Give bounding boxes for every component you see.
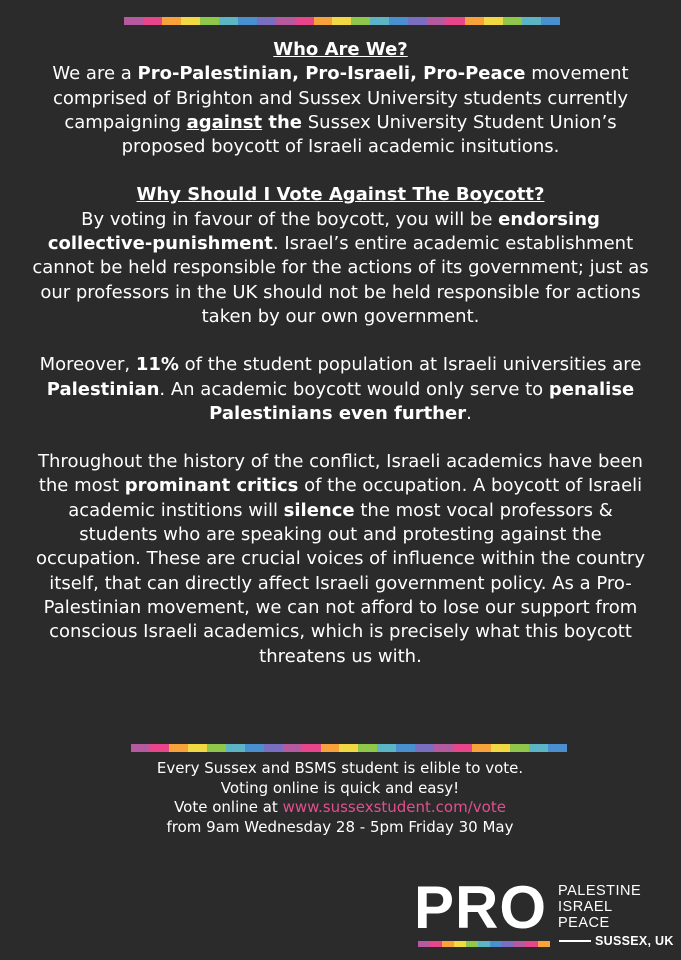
stripe-segment (418, 941, 430, 947)
middle-color-stripe (131, 744, 567, 752)
pro-logo (414, 874, 680, 958)
stripe-segment (162, 17, 181, 25)
stripe-segment (358, 744, 377, 752)
s3-bold-2: Palestinian (46, 378, 160, 400)
stripe-segment (245, 744, 264, 752)
s4-bold-2: silence (283, 499, 355, 521)
stripe-segment (226, 744, 245, 752)
stripe-segment (415, 744, 434, 752)
stripe-segment (332, 17, 351, 25)
logo-word-peace: PEACE (558, 915, 610, 931)
stripe-segment (377, 744, 396, 752)
stripe-segment (181, 17, 200, 25)
stripe-segment (526, 941, 538, 947)
s1-text-2: movement comprised of Brighton and Sussex University students currently campaigning (52, 63, 629, 133)
s3-text-2: of the student population at Israeli universities are (178, 354, 642, 376)
footer-line-eligible: Every Sussex and BSMS student is elible to vote. (156, 759, 524, 777)
stripe-segment (548, 744, 567, 752)
stripe-segment (131, 744, 150, 752)
top-color-stripe (124, 17, 560, 25)
heading-who-are-we: Who Are We? (273, 39, 408, 60)
section-palestinian-students (30, 353, 651, 426)
stripe-segment (491, 744, 510, 752)
stripe-segment (169, 744, 188, 752)
logo-sussex-uk: SUSSEX, UK (595, 934, 674, 948)
stripe-segment (276, 17, 295, 25)
stripe-segment (510, 744, 529, 752)
stripe-segment (408, 17, 427, 25)
stripe-segment (430, 941, 442, 947)
stripe-segment (257, 17, 276, 25)
stripe-segment (434, 744, 453, 752)
stripe-segment (484, 17, 503, 25)
section-who-are-we (30, 38, 651, 159)
stripe-segment (466, 941, 478, 947)
vote-online-prefix: Vote online at (174, 798, 283, 816)
s4-text-3: the most vocal professors & students who are speaking out and protesting against the occupation. These are crucial voices of influence within the country itself, that can directly affect Israeli government policy. As a Pro-Palestinian movement, we can not afford to lose our support from conscious Israeli academics, which is precisely what this boycott threatens us with. (36, 499, 645, 667)
stripe-segment (427, 17, 446, 25)
stripe-segment (454, 941, 466, 947)
stripe-segment (295, 17, 314, 25)
stripe-segment (538, 941, 550, 947)
stripe-segment (529, 744, 548, 752)
voting-info (100, 759, 580, 837)
stripe-segment (264, 744, 283, 752)
s1-text-1: We are a (52, 63, 138, 85)
s3-text-3: . An academic boycott would only serve to (159, 378, 549, 400)
stripe-segment (200, 17, 219, 25)
logo-pro-text: PRO (414, 874, 548, 941)
s3-bold-1: 11% (135, 354, 179, 376)
logo-word-palestine: PALESTINE (558, 883, 642, 899)
stripe-segment (389, 17, 408, 25)
stripe-segment (150, 744, 169, 752)
stripe-segment (314, 17, 333, 25)
flyer-body (30, 38, 651, 669)
vote-link[interactable]: www.sussexstudent.com/vote (282, 798, 506, 816)
s4-bold-1: prominant critics (124, 475, 299, 497)
logo-underline (559, 940, 591, 942)
footer-line-dates: from 9am Wednesday 28 - 5pm Friday 30 May (166, 817, 514, 836)
s4-text-2: of the occupation. A boycott of Israeli academic institions will (68, 475, 643, 521)
stripe-segment (321, 744, 340, 752)
stripe-segment (465, 17, 484, 25)
s1-underline-against: against (186, 111, 263, 133)
stripe-segment (514, 941, 526, 947)
s3-bold-3: penalise Palestinians even further (209, 378, 635, 424)
s1-bold-2: the (262, 111, 303, 133)
s2-bold-1: endorsing collective-punishment (47, 208, 600, 255)
stripe-segment (478, 941, 490, 947)
stripe-segment (541, 17, 560, 25)
stripe-segment (442, 941, 454, 947)
section-history (30, 450, 651, 669)
s3-text-1: Moreover, (39, 354, 136, 376)
stripe-segment (502, 941, 514, 947)
stripe-segment (351, 17, 370, 25)
stripe-segment (143, 17, 162, 25)
heading-why-vote-against: Why Should I Vote Against The Boycott? (136, 184, 545, 206)
stripe-segment (522, 17, 541, 25)
stripe-segment (219, 17, 238, 25)
stripe-segment (453, 744, 472, 752)
stripe-segment (124, 17, 143, 25)
stripe-segment (472, 744, 491, 752)
logo-color-stripe (418, 941, 550, 947)
stripe-segment (490, 941, 502, 947)
footer-line-vote-online (100, 798, 580, 818)
stripe-segment (207, 744, 226, 752)
s1-bold-1: Pro-Palestinian, Pro-Israeli, Pro-Peace (137, 63, 526, 85)
stripe-segment (503, 17, 522, 25)
s1-text-3: Sussex University Student Union’s proposed boycott of Israeli academic insitutions. (121, 111, 617, 158)
stripe-segment (339, 744, 358, 752)
s2-text-1: By voting in favour of the boycott, you will be (81, 208, 499, 230)
stripe-segment (396, 744, 415, 752)
logo-words (558, 883, 641, 931)
s4-text-1: Throughout the history of the conflict, Israeli academics have been the most (38, 451, 643, 497)
s2-text-2: . Israel’s entire academic establishment cannot be held responsible for the actions of its government; just as our professors in the UK should not be held responsible for actions taken by our own government. (32, 233, 649, 327)
stripe-segment (370, 17, 389, 25)
stripe-segment (188, 744, 207, 752)
section-why-vote-against (30, 183, 651, 329)
stripe-segment (283, 744, 302, 752)
stripe-segment (238, 17, 257, 25)
stripe-segment (302, 744, 321, 752)
stripe-segment (446, 17, 465, 25)
s3-text-4: . (466, 402, 472, 424)
footer-line-easy: Voting online is quick and easy! (220, 778, 460, 797)
logo-word-israel: ISRAEL (558, 899, 613, 915)
